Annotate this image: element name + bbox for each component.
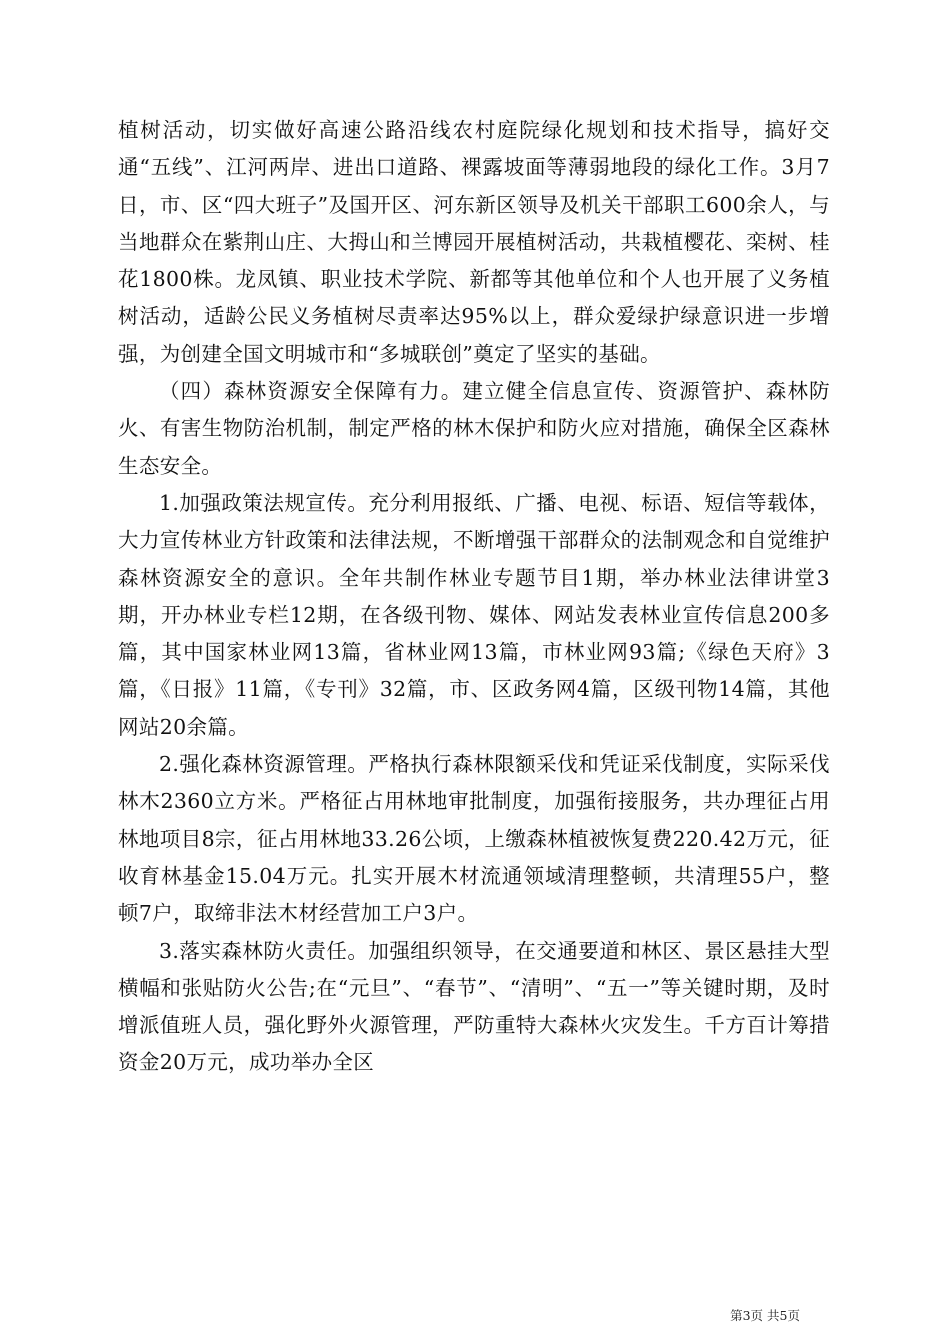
paragraph-policy-publicity: 1.加强政策法规宣传。充分利用报纸、广播、电视、标语、短信等载体，大力宣传林业方针政策和法律法规，不断增强干部群众的法制观念和自觉维护森林资源安全的意识。全年共制作林业专题节目1期，举办林业法律讲堂3期，开办林业专栏12期，在各级刊物、媒体、网站发表林业宣传信息200多篇，其中国家林业网13篇，省林业网13篇，市林业网93篇;《绿色天府》3篇，《日报》11篇，《专刊》32篇，市、区政务网4篇，区级刊物14篇，其他网站20余篇。 — [118, 490, 830, 739]
document-body — [118, 112, 830, 1082]
paragraph-resource-management: 2.强化森林资源管理。严格执行森林限额采伐和凭证采伐制度，实际采伐林木2360立方米。严格征占用林地审批制度，加强衔接服务，共办理征占用林地项目8宗，征占用林地33.26公顷，上缴森林植被恢复费220.42万元，征收育林基金15.04万元。扎实开展木材流通领域清理整顿，共清理55户，整顿7户，取缔非法木材经营加工户3户。 — [118, 752, 830, 926]
paragraph-tree-planting: 植树活动，切实做好高速公路沿线农村庭院绿化规划和技术指导，搞好交通“五线”、江河两岸、进出口道路、裸露坡面等薄弱地段的绿化工作。3月7日，市、区“四大班子”及国开区、河东新区领导及机关干部职工600余人，与当地群众在紫荆山庄、大拇山和兰博园开展植树活动，共栽植樱花、栾树、桂花1800株。龙凤镇、职业技术学院、新都等其他单位和个人也开展了义务植树活动，适龄公民义务植树尽责率达95%以上，群众爱绿护绿意识进一步增强，为创建全国文明城市和“多城联创”奠定了坚实的基础。 — [118, 118, 830, 366]
paragraph-forest-security-heading: （四）森林资源安全保障有力。建立健全信息宣传、资源管护、森林防火、有害生物防治机制，制定严格的林木保护和防火应对措施，确保全区森林生态安全。 — [118, 379, 830, 478]
page-number: 第3页 共5页 — [730, 1308, 800, 1323]
paragraph-fire-prevention: 3.落实森林防火责任。加强组织领导，在交通要道和林区、景区悬挂大型横幅和张贴防火公告;在“元旦”、“春节”、“清明”、“五一”等关键时期，及时增派值班人员，强化野外火源管理，严防重特大森林火灾发生。千方百计筹措资金20万元，成功举办全区 — [118, 938, 830, 1075]
